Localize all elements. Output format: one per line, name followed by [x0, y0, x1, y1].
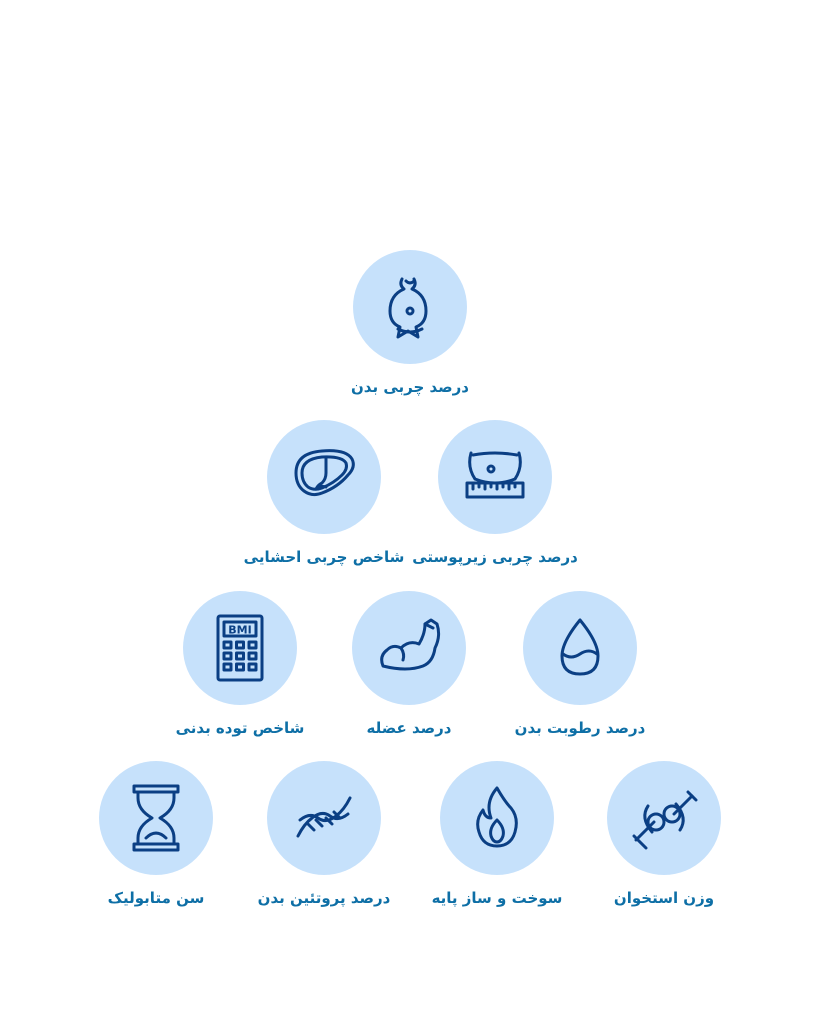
- metric-label: درصد چربی بدن: [351, 378, 469, 396]
- metric-metabolic-age: [56, 761, 256, 931]
- waist-tape-icon: [457, 439, 533, 515]
- metric-label: وزن استخوان: [613, 889, 715, 907]
- liver-icon: [286, 439, 362, 515]
- metric-bmi: [140, 591, 340, 761]
- metric-label: درصد چربی زیرپوستی: [412, 548, 578, 566]
- bone-joint-icon: [626, 780, 702, 856]
- metric-label: سن متابولیک: [107, 889, 205, 907]
- metric-body-water: [480, 591, 680, 761]
- bmi-calculator-icon: [202, 610, 278, 686]
- metric-bmr: [397, 761, 597, 931]
- metric-label: درصد پروتئین بدن: [257, 889, 391, 907]
- muscle-arm-icon: [371, 610, 447, 686]
- metric-subcutaneous-fat: [395, 420, 595, 590]
- bmi-text: BMI: [228, 623, 252, 637]
- water-drop-icon: [542, 610, 618, 686]
- metric-visceral-fat: [224, 420, 424, 590]
- dna-icon: [286, 780, 362, 856]
- metric-label: شاخص توده بدنی: [175, 719, 305, 737]
- metric-label: درصد رطوبت بدن: [514, 719, 646, 737]
- flame-icon: [459, 780, 535, 856]
- belly-icon: [372, 269, 448, 345]
- hourglass-icon: [118, 780, 194, 856]
- metric-label: شاخص چربی احشایی: [243, 548, 405, 566]
- metric-label: سوخت و ساز پایه: [431, 889, 563, 907]
- metric-label: درصد عضله: [366, 719, 452, 737]
- metric-body-fat: [310, 250, 510, 420]
